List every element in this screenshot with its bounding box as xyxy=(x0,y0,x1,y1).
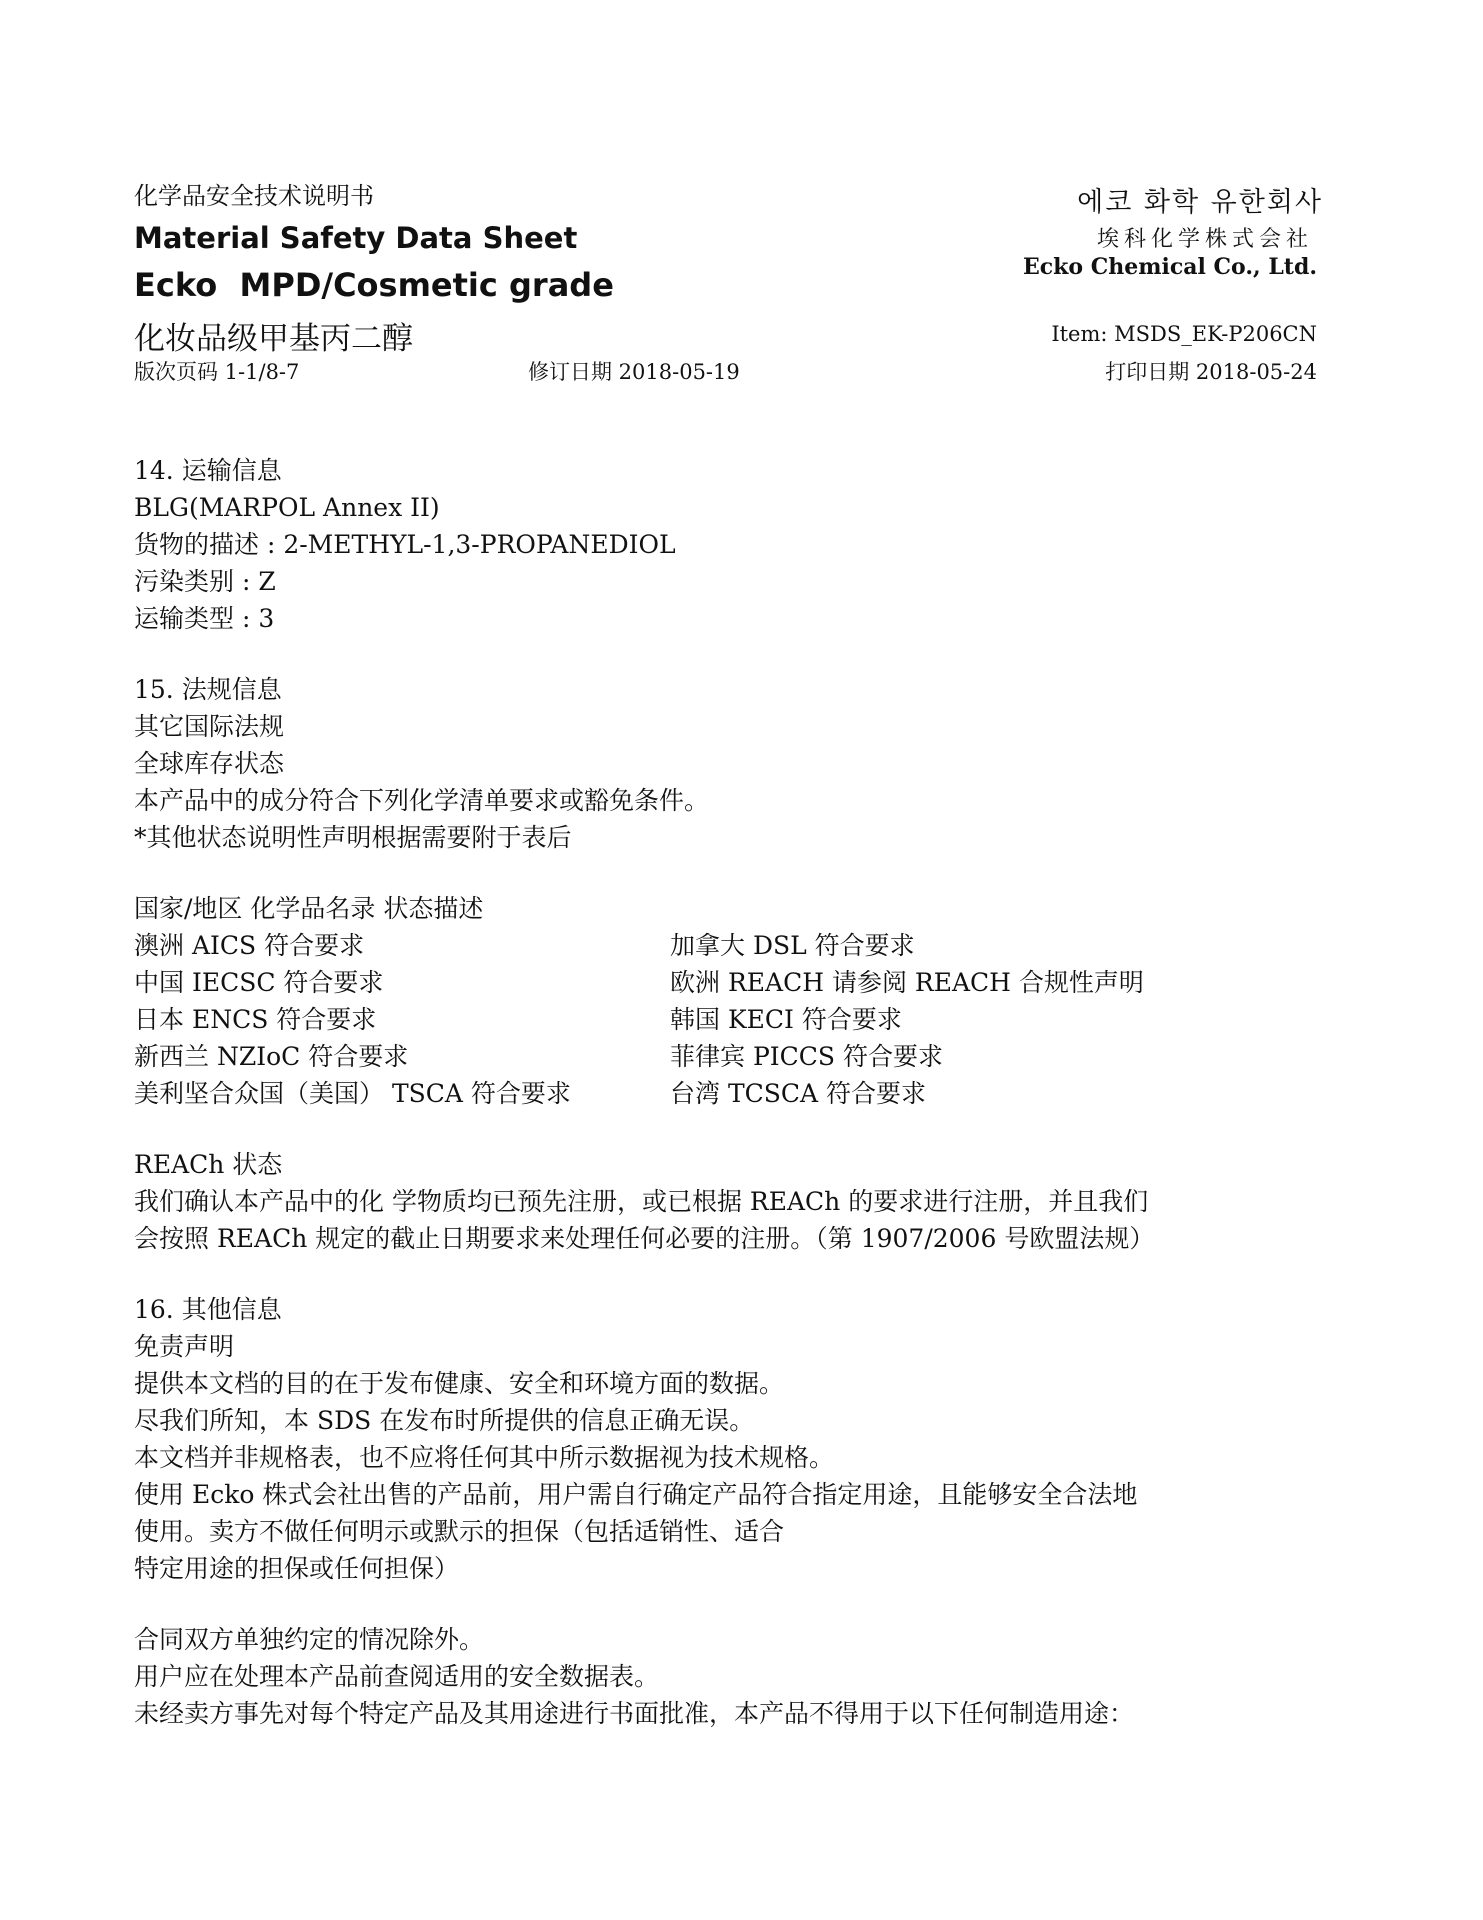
document-title-en: Material Safety Data Sheet xyxy=(134,221,578,255)
section-14 xyxy=(134,452,1334,637)
reach-heading: REACh 状态 xyxy=(134,1150,283,1179)
inventory-column-right xyxy=(670,927,1310,1112)
section-heading: 16. 其他信息 xyxy=(134,1295,282,1324)
text-line: 特定用途的担保或任何担保） xyxy=(134,1554,460,1583)
text-line: BLG(MARPOL Annex II) xyxy=(134,493,440,522)
company-name-en: Ecko Chemical Co., Ltd. xyxy=(1023,254,1317,280)
text-line: 全球库存状态 xyxy=(134,749,285,778)
text-line: *其他状态说明性声明根据需要附于表后 xyxy=(134,823,572,852)
text-line: 运输类型 : 3 xyxy=(134,604,275,633)
revised-date: 修订日期 2018-05-19 xyxy=(528,360,740,384)
text-line: 本产品中的成分符合下列化学清单要求或豁免条件。 xyxy=(134,786,710,815)
text-line: 免责声明 xyxy=(134,1332,235,1361)
inventory-entry: 加拿大 DSL 符合要求 xyxy=(670,931,915,960)
text-line: 我们确认本产品中的化 学物质均已预先注册，或已根据 REACh 的要求进行注册，并且我们 xyxy=(134,1187,1149,1216)
section-16 xyxy=(134,1291,1334,1732)
text-line: 未经卖方事先对每个特定产品及其用途进行书面批准，本产品不得用于以下任何制造用途： xyxy=(134,1699,1135,1728)
printed-date: 打印日期 2018-05-24 xyxy=(1105,360,1317,384)
text-line: 其它国际法规 xyxy=(134,712,285,741)
text-line: 本文档并非规格表，也不应将任何其中所示数据视为技术规格。 xyxy=(134,1443,835,1472)
inventory-entry: 台湾 TCSCA 符合要求 xyxy=(670,1079,927,1108)
inventory-entry: 澳洲 AICS 符合要求 xyxy=(134,931,365,960)
inventory-header: 国家/地区 化学品名录 状态描述 xyxy=(134,894,484,923)
text-line: 使用。卖方不做任何明示或默示的担保（包括适销性、适合 xyxy=(134,1517,785,1546)
company-name-kr: 에코 화학 유한회사 xyxy=(1077,187,1323,218)
text-line: 用户应在处理本产品前查阅适用的安全数据表。 xyxy=(134,1662,660,1691)
inventory-entry: 中国 IECSC 符合要求 xyxy=(134,968,384,997)
section-heading: 14. 运输信息 xyxy=(134,456,282,485)
text-line: 合同双方单独约定的情况除外。 xyxy=(134,1625,485,1654)
company-name-cn: 埃科化学株式会社 xyxy=(1096,227,1313,252)
item-code: Item: MSDS_EK-P206CN xyxy=(1051,322,1317,346)
document-body xyxy=(134,452,1334,1732)
text-line: 提供本文档的目的在于发布健康、安全和环境方面的数据。 xyxy=(134,1369,785,1398)
product-name: Ecko MPD/Cosmetic grade xyxy=(134,266,614,304)
inventory-table xyxy=(134,927,1334,1112)
document-title-cn: 化学品安全技术说明书 xyxy=(134,182,374,210)
inventory-entry: 欧洲 REACH 请参阅 REACH 合规性声明 xyxy=(670,968,1144,997)
inventory-column-left xyxy=(134,927,670,1112)
text-line: 污染类别 : Z xyxy=(134,567,276,596)
inventory-entry: 美利坚合众国（美国） TSCA 符合要求 xyxy=(134,1079,571,1108)
version-page-code: 版次页码 1-1/8-7 xyxy=(134,360,300,384)
text-line: 货物的描述 : 2-METHYL-1,3-PROPANEDIOL xyxy=(134,530,676,559)
inventory-entry: 日本 ENCS 符合要求 xyxy=(134,1005,377,1034)
inventory-entry: 新西兰 NZIoC 符合要求 xyxy=(134,1042,409,1071)
section-15 xyxy=(134,671,1334,1257)
text-line: 使用 Ecko 株式会社出售的产品前，用户需自行确定产品符合指定用途，且能够安全合法地 xyxy=(134,1480,1138,1509)
text-line: 尽我们所知，本 SDS 在发布时所提供的信息正确无误。 xyxy=(134,1406,755,1435)
inventory-entry: 韩国 KECI 符合要求 xyxy=(670,1005,902,1034)
product-name-cn: 化妆品级甲基丙二醇 xyxy=(134,321,413,357)
inventory-entry: 菲律宾 PICCS 符合要求 xyxy=(670,1042,943,1071)
section-heading: 15. 法规信息 xyxy=(134,675,282,704)
text-line: 会按照 REACh 规定的截止日期要求来处理任何必要的注册。（第 1907/2006 号欧盟法规） xyxy=(134,1224,1155,1253)
